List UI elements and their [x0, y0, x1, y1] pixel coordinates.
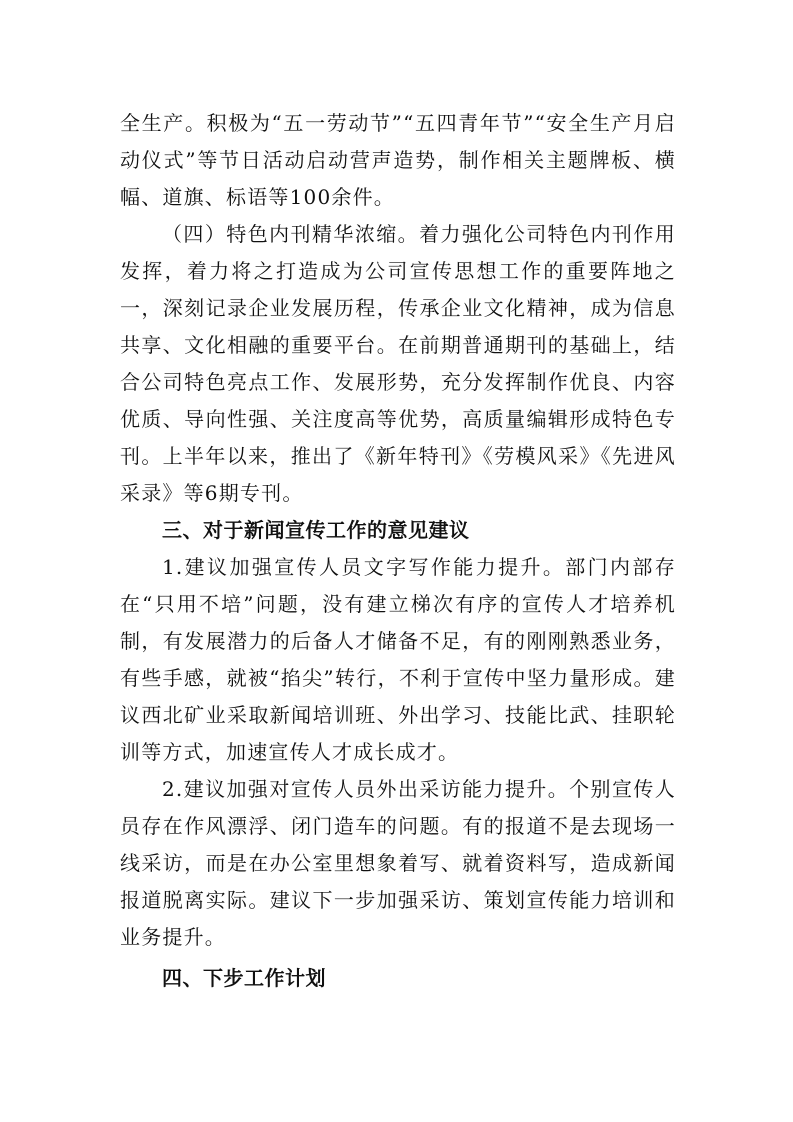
section-heading-suggestions: 三、对于新闻宣传工作的意见建议 — [162, 518, 470, 542]
section-heading-next-steps: 四、下步工作计划 — [162, 966, 326, 990]
paragraph-internal-journal: （四）特色内刊精华浓缩。着力强化公司特色内刊作用发挥，着力将之打造成为公司宣传思想工作的重要阵地之一，深刻记录企业发展历程，传承企业文化精神，成为信息共享、文化相融的重要平台。在前期普通期刊的基础上，结合公司特色亮点工作、发展形势，充分发挥制作优良、内容优质、导向性强、关注度高等优势，高质量编辑形成特色专刊。上半年以来，推出了《新年特刊》《劳模风采》《先进风采录》等6期专刊。 — [120, 222, 676, 505]
paragraph-suggestion-interviewing: 2.建议加强对宣传人员外出采访能力提升。个别宣传人员存在作风漂浮、闭门造车的问题。有的报道不是去现场一线采访，而是在办公室里想象着写、就着资料写，造成新闻报道脱离实际。建议下一步加强采访、策划宣传能力培训和业务提升。 — [120, 777, 676, 949]
document-page — [120, 105, 676, 997]
paragraph-suggestion-writing: 1.建议加强宣传人员文字写作能力提升。部门内部存在“只用不培”问题，没有建立梯次有序的宣传人才培养机制，有发展潜力的后备人才储备不足，有的刚刚熟悉业务，有些手感，就被“掐尖”转行，不利于宣传中坚力量形成。建议西北矿业采取新闻培训班、外出学习、技能比武、挂职轮训等方式，加速宣传人才成长成才。 — [120, 555, 676, 764]
paragraph-activities-continued: 全生产。积极为“五一劳动节”“五四青年节”“安全生产月启动仪式”等节日活动启动营声造势，制作相关主题牌板、横幅、道旗、标语等100余件。 — [120, 111, 676, 209]
